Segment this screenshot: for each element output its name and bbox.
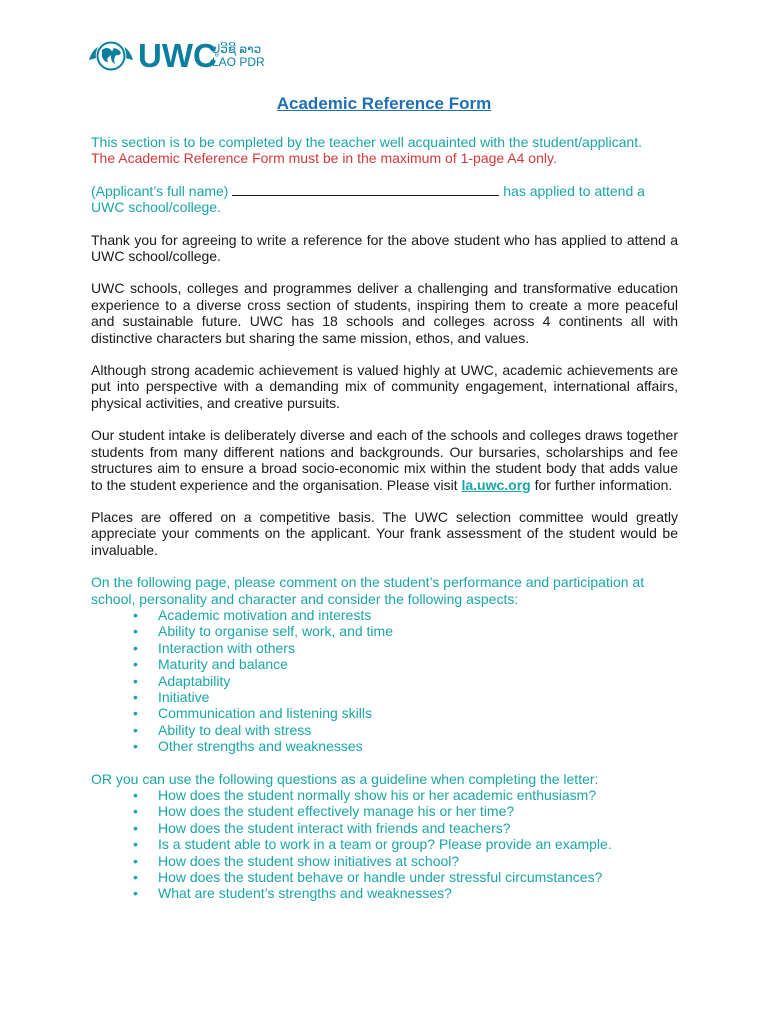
document-body xyxy=(91,134,678,902)
aspects-intro: On the following page, please comment on the student’s performance and participation at school, personality and character and consider the following aspects: xyxy=(91,574,645,607)
list-item: • How does the student behave or handle under stressful circumstances? xyxy=(133,869,678,885)
applicant-name-blank[interactable] xyxy=(232,183,499,196)
list-item: • Ability to deal with stress xyxy=(133,722,678,738)
applicant-suffix: has applied to attend a UWC school/college. xyxy=(91,182,645,216)
paragraph-places: Places are offered on a competitive basis. The UWC selection committee would greatly appreciate your comments on the applicant. Your frank assessment of the student would be invaluable. xyxy=(91,508,678,558)
logo-lao-script: ຢູວີຊີ ລາວ xyxy=(212,42,262,56)
list-item: • Maturity and balance xyxy=(133,656,678,672)
paragraph-uwc-mission: UWC schools, colleges and programmes deliver a challenging and transformative education experience to a diverse cross section of students, inspiring them to create a more peaceful and sustainable future. UWC has 18 schools and colleges across 4 continents all with distinctive characters but sharing the same mission, ethos, and values. xyxy=(91,280,678,346)
list-item: • What are student’s strengths and weaknesses? xyxy=(133,885,678,901)
list-item: • How does the student show initiatives at school? xyxy=(133,853,678,869)
logo-wordmark: UWC xyxy=(138,37,217,74)
list-item: • How does the student interact with friends and teachers? xyxy=(133,820,678,836)
list-item: • Interaction with others xyxy=(133,640,678,656)
uwc-logo xyxy=(88,37,288,74)
list-item: • How does the student effectively manage his or her time? xyxy=(133,803,678,819)
page-title: Academic Reference Form xyxy=(276,94,492,113)
applicant-line xyxy=(91,183,678,216)
intake-text: Our student intake is deliberately diverse and each of the schools and colleges draws together students from many different nations and backgrounds. Our bursaries, scholarships and fee structures aim to ensure a broad socio-economic mix within the student body that adds value to the student experience and the organisation. Please visit xyxy=(91,427,678,493)
intake-text-end: for further information. xyxy=(534,476,673,493)
applicant-label: (Applicant’s full name) xyxy=(91,182,229,199)
list-item: • Other strengths and weaknesses xyxy=(133,738,678,754)
list-item: • Academic motivation and interests xyxy=(133,607,678,623)
questions-list xyxy=(91,787,678,902)
questions-intro: OR you can use the following questions as a guideline when completing the letter: xyxy=(91,770,599,787)
list-item: • Is a student able to work in a team or group? Please provide an example. xyxy=(133,836,678,852)
paragraph-academic: Although strong academic achievement is valued highly at UWC, academic achievements are put into perspective with a demanding mix of community engagement, international affairs, physical activities, and creative pursuits. xyxy=(91,362,678,411)
list-item: • Adaptability xyxy=(133,673,678,689)
globe-hands-icon xyxy=(88,40,134,72)
list-item: • Ability to organise self, work, and time xyxy=(133,623,678,639)
aspects-list xyxy=(91,607,678,755)
intro-line-1: This section is to be completed by the teacher well acquainted with the student/applicant. xyxy=(91,134,642,150)
logo-subtitle: LAO PDR xyxy=(212,55,265,69)
intro-line-2: The Academic Reference Form must be in the maximum of 1-page A4 only. xyxy=(91,150,557,167)
paragraph-intake xyxy=(91,427,678,493)
uwc-website-link[interactable]: la.uwc.org xyxy=(461,476,531,493)
list-item: • Initiative xyxy=(133,689,678,705)
list-item: • Communication and listening skills xyxy=(133,705,678,721)
paragraph-thanks: Thank you for agreeing to write a reference for the above student who has applied to attend a UWC school/college. xyxy=(91,231,678,265)
list-item: • How does the student normally show his or her academic enthusiasm? xyxy=(133,787,678,803)
